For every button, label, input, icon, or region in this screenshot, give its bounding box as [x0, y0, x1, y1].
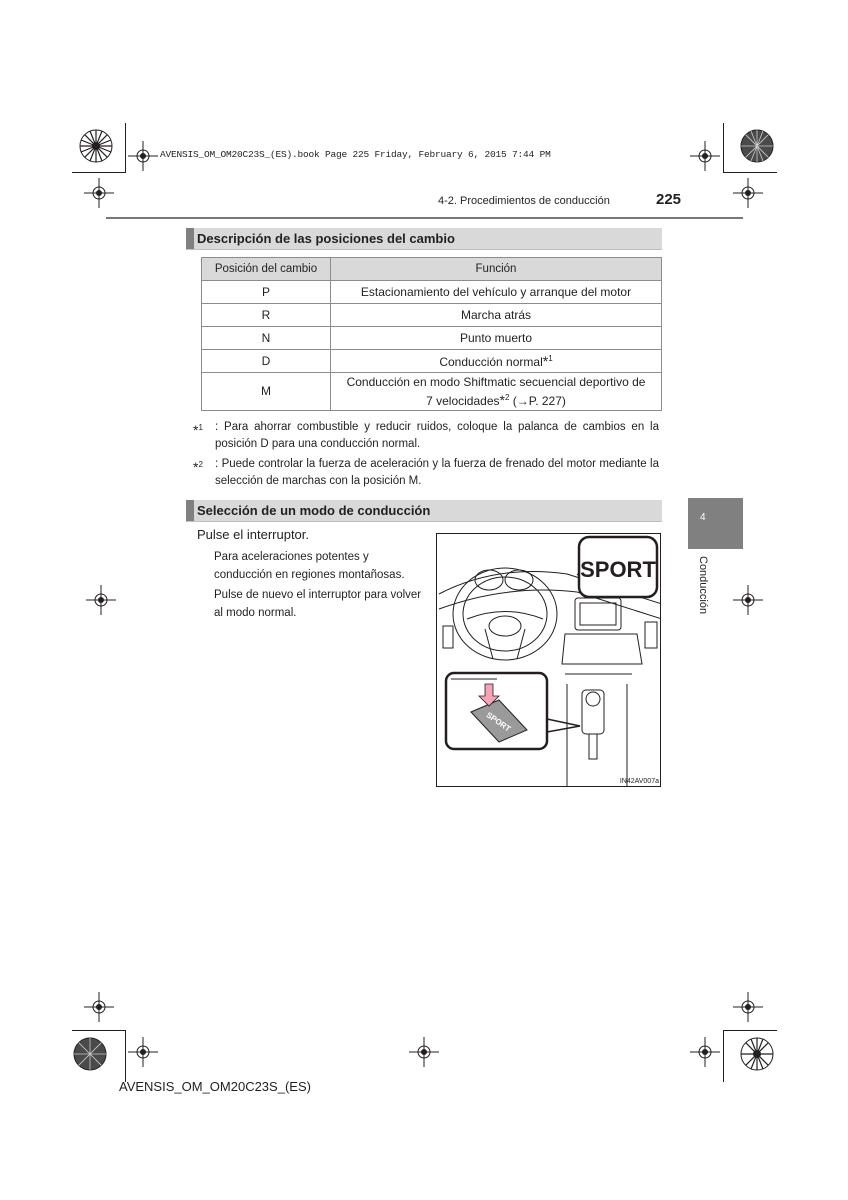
table-row — [202, 350, 662, 373]
crop-line — [723, 123, 724, 173]
footnote-asterisk: * — [193, 458, 199, 475]
function-cell — [331, 373, 662, 411]
page-number: 225 — [656, 191, 682, 208]
position-cell: N — [202, 327, 331, 350]
function-text-line1: Conducción en modo Shiftmatic secuencial deportivo de — [346, 374, 646, 389]
heading-bar — [186, 228, 194, 249]
function-cell — [331, 350, 662, 373]
crop-line — [723, 1030, 724, 1082]
crosshair-mark — [84, 178, 114, 208]
chapter-number: 4 — [700, 512, 706, 523]
header-rule — [106, 217, 743, 219]
footnote-text: : Puede controlar la fuerza de aceleración y la fuerza de frenado del motor mediante la selección de marchas con la posición M. — [215, 458, 659, 487]
position-cell: M — [202, 373, 331, 411]
chapter-title: Conducción — [697, 556, 709, 615]
table-header-row — [202, 258, 662, 281]
footnote-number: 2 — [198, 460, 203, 469]
crosshair-mark — [128, 141, 158, 171]
section-heading-drive-mode — [186, 500, 662, 522]
sport-button-label: SPORT — [484, 710, 513, 734]
instruction-text: Pulse el interruptor. — [197, 527, 310, 542]
position-cell: R — [202, 304, 331, 327]
sport-callout-label: SPORT — [580, 557, 656, 582]
crop-line — [125, 1030, 126, 1082]
function-text: Conducción normal — [439, 355, 543, 369]
crosshair-mark — [733, 585, 763, 615]
crosshair-mark — [409, 1037, 439, 1067]
function-cell: Estacionamiento del vehículo y arranque del motor — [331, 281, 662, 304]
footnote-number: 1 — [548, 354, 553, 363]
column-header: Posición del cambio — [202, 258, 331, 281]
footnote-2 — [193, 456, 659, 490]
registration-mark-bl — [72, 1036, 108, 1072]
crosshair-mark — [733, 992, 763, 1022]
table-row — [202, 281, 662, 304]
footnote-asterisk: * — [542, 353, 549, 369]
dashboard-drawing — [437, 534, 661, 787]
shift-positions-table — [201, 257, 662, 411]
section-title: Selección de un modo de conducción — [197, 503, 431, 518]
print-info: AVENSIS_OM_OM20C23S_(ES).book Page 225 Friday, February 6, 2015 7:44 PM — [160, 149, 551, 160]
function-cell: Punto muerto — [331, 327, 662, 350]
crosshair-mark — [690, 141, 720, 171]
function-text-line2: 7 velocidades — [426, 393, 500, 408]
crop-line — [72, 1030, 126, 1031]
body-paragraph: Para aceleraciones potentes y conducción en regiones montañosas. — [214, 551, 405, 581]
registration-mark-tl — [78, 128, 114, 164]
crosshair-mark — [86, 585, 116, 615]
footnote-number: 1 — [198, 423, 203, 432]
crosshair-mark — [733, 178, 763, 208]
table-row — [202, 373, 662, 411]
heading-bar — [186, 500, 194, 521]
footer-text: AVENSIS_OM_OM20C23S_(ES) — [119, 1079, 311, 1094]
crosshair-mark — [690, 1037, 720, 1067]
body-paragraph: Pulse de nuevo el interruptor para volver al modo normal. — [214, 589, 422, 619]
footnote-text: : Para ahorrar combustible y reducir ruidos, coloque la palanca de cambios en la posición D para una conducción normal. — [215, 421, 659, 450]
column-header: Función — [331, 258, 662, 281]
crop-line — [723, 1030, 777, 1031]
function-cell: Marcha atrás — [331, 304, 662, 327]
running-header-section: 4-2. Procedimientos de conducción — [438, 195, 610, 207]
crop-line — [125, 123, 126, 173]
crosshair-mark — [128, 1037, 158, 1067]
table-row — [202, 304, 662, 327]
footnote-asterisk: * — [193, 421, 199, 438]
footnote-label — [193, 419, 203, 441]
sport-switch-illustration — [436, 533, 661, 787]
section-title: Descripción de las posiciones del cambio — [197, 231, 455, 246]
page-reference-link[interactable]: (→P. 227) — [512, 393, 566, 408]
crop-line — [723, 172, 777, 173]
footnote-number: 2 — [504, 392, 510, 402]
illustration-code: IN42AV007a — [619, 778, 659, 785]
section-heading-shift-positions — [186, 228, 662, 250]
position-cell: D — [202, 350, 331, 373]
registration-mark-tr — [739, 128, 775, 164]
crop-line — [72, 172, 126, 173]
footnote-asterisk: * — [499, 391, 505, 408]
registration-mark-br — [739, 1036, 775, 1072]
table-row — [202, 327, 662, 350]
chapter-tab[interactable] — [688, 498, 743, 549]
position-cell: P — [202, 281, 331, 304]
footnote-label — [193, 456, 203, 478]
footnote-1 — [193, 419, 659, 453]
crosshair-mark — [84, 992, 114, 1022]
